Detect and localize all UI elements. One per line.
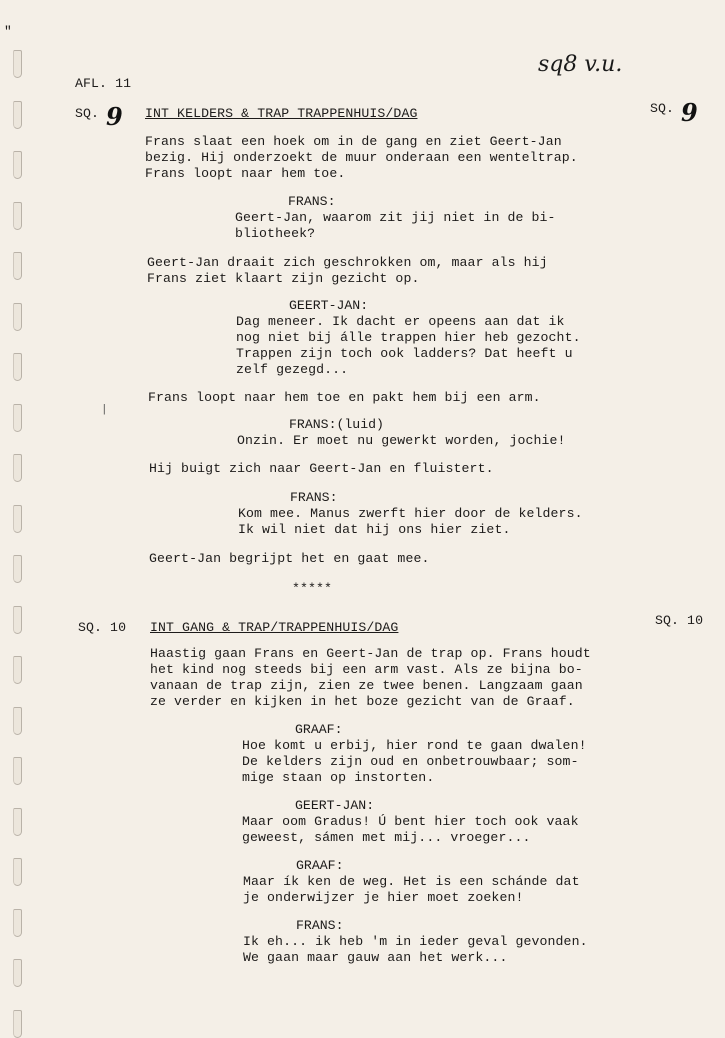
scene9-heading: INT KELDERS & TRAP TRAPPENHUIS/DAG [145, 106, 418, 121]
binding-hole [13, 101, 22, 129]
binding-hole [13, 808, 22, 836]
scene10-speaker: GRAAF: [295, 722, 343, 737]
scene10-label-right: SQ. 10 [655, 613, 704, 628]
scene10-dialogue-line: De kelders zijn oud en onbetrouwbaar; som- [242, 754, 579, 769]
scene9-action-line: Hij buigt zich naar Geert-Jan en fluistert. [149, 461, 494, 476]
binding-hole [13, 505, 22, 533]
scene9-action-line: Frans ziet klaart zijn gezicht op. [147, 271, 420, 286]
binding-hole [13, 353, 22, 381]
scene9-action-line: Geert-Jan begrijpt het en gaat mee. [149, 551, 430, 566]
margin-tick: | [101, 404, 108, 416]
scene9-dialogue-line: Onzin. Er moet nu gewerkt worden, jochie! [237, 433, 566, 448]
binding-hole [13, 404, 22, 432]
scene10-speaker: GRAAF: [296, 858, 344, 873]
binding-hole [13, 909, 22, 937]
scene9-label-left: SQ. [75, 106, 100, 121]
binding-hole [13, 555, 22, 583]
scene9-dialogue-line: Geert-Jan, waarom zit jij niet in de bi- [235, 210, 556, 225]
scene9-dialogue-line: nog niet bij álle trappen hier heb gezocht. [236, 330, 581, 345]
binding-hole [13, 757, 22, 785]
scene10-dialogue-line: mige staan op instorten. [242, 770, 435, 785]
scene10-dialogue-line: Hoe komt u erbij, hier rond te gaan dwalen! [242, 738, 587, 753]
scene-separator: ***** [292, 581, 333, 596]
margin-mark: " [4, 24, 12, 39]
binding-hole [13, 50, 22, 78]
scene10-action-line: vanaan de trap zijn, zien ze twee benen. Langzaam gaan [150, 678, 583, 693]
scene10-dialogue-line: geweest, sámen met mij... vroeger... [242, 830, 531, 845]
handwritten-corner-note: sq8 v.u. [538, 52, 623, 77]
scene9-action-line: bezig. Hij onderzoekt de muur onderaan een wenteltrap. [145, 150, 578, 165]
binding-hole [13, 454, 22, 482]
binding-hole [13, 707, 22, 735]
scene10-dialogue-line: We gaan maar gauw aan het werk... [243, 950, 508, 965]
binding-hole [13, 151, 22, 179]
scene9-dialogue-line: zelf gezegd... [236, 362, 349, 377]
scene9-speaker: FRANS:(luid) [289, 417, 384, 432]
scene9-speaker: FRANS: [290, 490, 338, 505]
scene10-speaker: GEERT-JAN: [295, 798, 375, 813]
scene9-dialogue-line: Dag meneer. Ik dacht er opeens aan dat ik [236, 314, 565, 329]
scene9-action-line: Geert-Jan draait zich geschrokken om, maar als hij [147, 255, 548, 270]
scene10-dialogue-line: je onderwijzer je hier moet zoeken! [243, 890, 524, 905]
scene9-dialogue-line: Trappen zijn toch ook ladders? Dat heeft u [236, 346, 573, 361]
scene10-action-line: het kind nog steeds bij een arm vast. Als ze bijna bo- [150, 662, 583, 677]
scene10-speaker: FRANS: [296, 918, 344, 933]
binding-hole [13, 656, 22, 684]
scene10-heading: INT GANG & TRAP/TRAPPENHUIS/DAG [150, 620, 399, 635]
scene10-dialogue-line: Ik eh... ik heb 'm in ieder geval gevonden. [243, 934, 588, 949]
scene9-speaker: FRANS: [288, 194, 336, 209]
binding-hole [13, 252, 22, 280]
scene9-number-right: 9 [681, 98, 698, 127]
scene10-action-line: Haastig gaan Frans en Geert-Jan de trap op. Frans houdt [150, 646, 591, 661]
scene9-action-line: Frans loopt naar hem toe. [145, 166, 346, 181]
scene10-label-left: SQ. 10 [78, 620, 127, 635]
scene9-action-line: Frans loopt naar hem toe en pakt hem bij een arm. [148, 390, 541, 405]
binding-hole [13, 202, 22, 230]
scene10-dialogue-line: Maar oom Gradus! Ú bent hier toch ook vaak [242, 814, 579, 829]
scene10-action-line: ze verder en kijken in het boze gezicht van de Graaf. [150, 694, 575, 709]
scene9-number-left: 9 [106, 102, 123, 131]
scene9-speaker: GEERT-JAN: [289, 298, 369, 313]
episode-label: AFL. 11 [75, 76, 132, 91]
scene9-label-right: SQ. [650, 101, 675, 116]
binding-holes [0, 0, 34, 1024]
binding-hole [13, 858, 22, 886]
scene9-dialogue-line: Kom mee. Manus zwerft hier door de kelders. [238, 506, 583, 521]
scene9-action-line: Frans slaat een hoek om in de gang en ziet Geert-Jan [145, 134, 562, 149]
binding-hole [13, 606, 22, 634]
binding-hole [13, 959, 22, 987]
scene10-dialogue-line: Maar ík ken de weg. Het is een schánde dat [243, 874, 580, 889]
scene9-dialogue-line: bliotheek? [235, 226, 316, 241]
scene9-dialogue-line: Ik wil niet dat hij ons hier ziet. [238, 522, 511, 537]
binding-hole [13, 303, 22, 331]
